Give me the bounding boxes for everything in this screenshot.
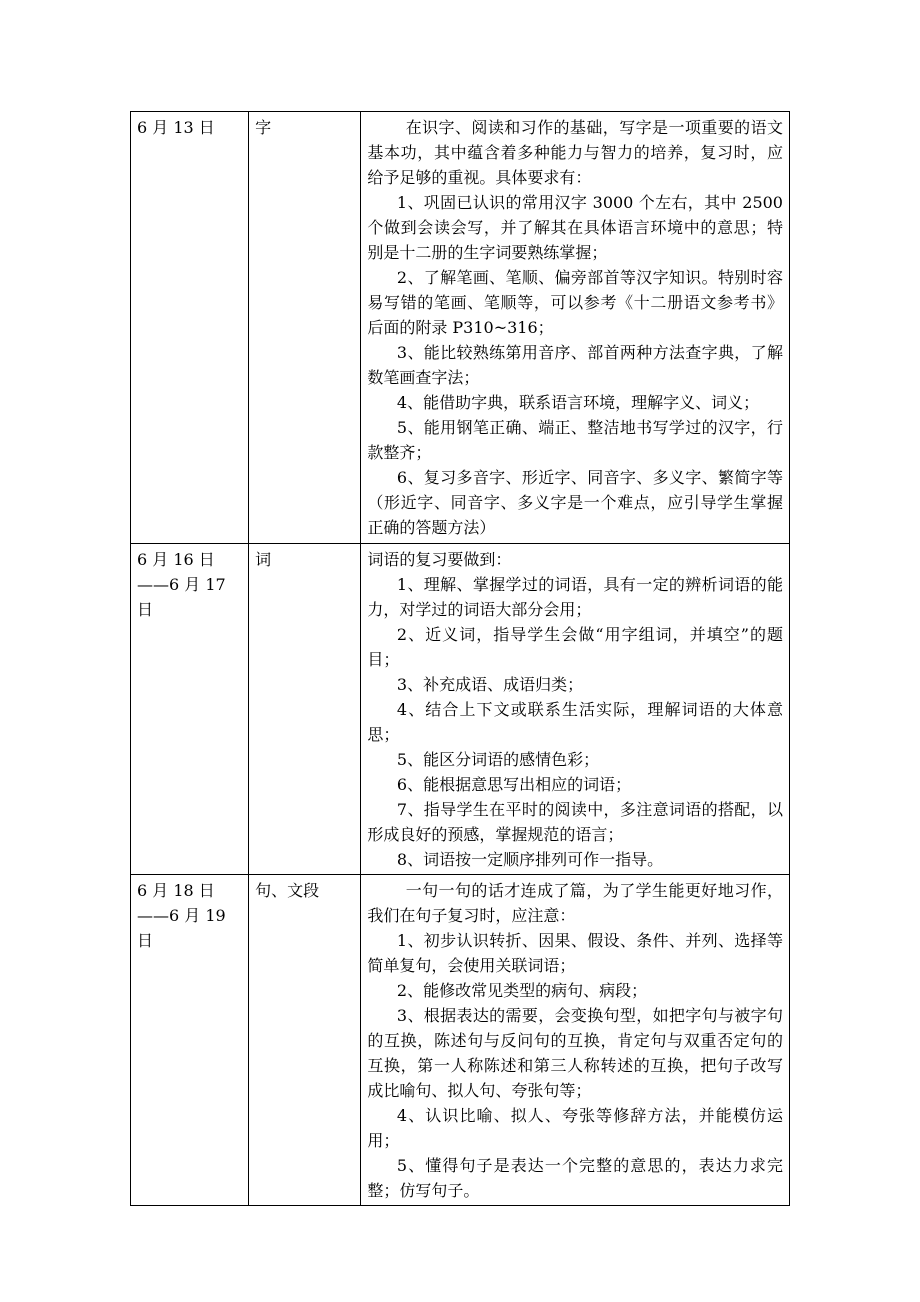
date-text: ——6 月 19: [137, 906, 226, 925]
content-paragraph: 5、能用钢笔正确、端正、整洁地书写学过的汉字，行款整齐；: [367, 418, 783, 462]
date-cell: [131, 544, 249, 875]
content-cell: [361, 112, 790, 544]
content-paragraph: 在识字、阅读和习作的基础，写字是一项重要的语文基本功，其中蕴含着多种能力与智力的培养，复习时，应给予足够的重视。具体要求有：: [367, 118, 783, 187]
content-paragraph: 2、近义词，指导学生会做“用字组词，并填空”的题目；: [367, 625, 783, 669]
content-paragraph: 7、指导学生在平时的阅读中，多注意词语的搭配，以形成良好的预感，掌握规范的语言；: [367, 800, 783, 844]
content-paragraph: 6、能根据意思写出相应的词语；: [396, 775, 632, 794]
date-text: 日: [137, 600, 154, 619]
content-paragraph: 1、初步认识转折、因果、假设、条件、并列、选择等简单复句，会使用关联词语；: [367, 931, 783, 975]
topic-cell: 字: [249, 112, 361, 544]
date-text: 6 月 18 日: [137, 881, 215, 900]
date-cell: [131, 112, 249, 544]
date-text: 6 月 13 日: [137, 118, 215, 137]
date-cell: [131, 875, 249, 1206]
review-plan-table: [130, 111, 790, 1206]
date-text: 日: [137, 931, 154, 950]
topic-cell: 词: [249, 544, 361, 875]
content-cell: [361, 544, 790, 875]
table-body: [131, 112, 790, 1206]
content-paragraph: 5、懂得句子是表达一个完整的意思的，表达力求完整；仿写句子。: [367, 1156, 783, 1200]
topic-cell: 句、文段: [249, 875, 361, 1206]
content-paragraph: 词语的复习要做到：: [367, 550, 512, 569]
content-paragraph: 1、理解、掌握学过的词语，具有一定的辨析词语的能力，对学过的词语大部分会用；: [367, 575, 783, 619]
content-paragraph: 4、认识比喻、拟人、夸张等修辞方法，并能模仿运用；: [367, 1106, 783, 1150]
content-paragraph: 2、能修改常见类型的病句、病段；: [396, 981, 648, 1000]
content-paragraph: 4、结合上下文或联系生活实际，理解词语的大体意思；: [367, 700, 783, 744]
content-paragraph: 6、复习多音字、形近字、同音字、多义字、繁简字等（形近字、同音字、多义字是一个难点，应引导学生掌握正确的答题方法）: [367, 468, 783, 537]
content-paragraph: 3、根据表达的需要，会变换句型，如把字句与被字句的互换，陈述句与反问句的互换，肯定句与双重否定句的互换，第一人称陈述和第三人称转述的互换，把句子改写成比喻句、拟人句、夸张句等；: [367, 1006, 783, 1100]
content-paragraph: 5、能区分词语的感情色彩；: [396, 750, 600, 769]
table-row: [131, 875, 790, 1206]
date-text: 6 月 16 日: [137, 550, 215, 569]
content-paragraph: 一句一句的话才连成了篇，为了学生能更好地习作，我们在句子复习时，应注意：: [367, 881, 783, 925]
content-paragraph: 1、巩固已认识的常用汉字 3000 个左右，其中 2500 个做到会读会写，并了解其在具体语言环境中的意思；特别是十二册的生字词要熟练掌握；: [367, 193, 783, 262]
table-row: [131, 544, 790, 875]
content-paragraph: 3、补充成语、成语归类；: [396, 675, 584, 694]
content-cell: [361, 875, 790, 1206]
content-paragraph: 4、能借助字典，联系语言环境，理解字义、词义；: [396, 393, 760, 412]
table-row: [131, 112, 790, 544]
date-text: ——6 月 17: [137, 575, 226, 594]
content-paragraph: 2、了解笔画、笔顺、偏旁部首等汉字知识。特别时容易写错的笔画、笔顺等，可以参考《十二册语文参考书》后面的附录 P310~316；: [367, 268, 783, 337]
content-paragraph: 3、能比较熟练第用音序、部首两种方法查字典，了解数笔画查字法；: [367, 343, 783, 387]
content-paragraph: 8、词语按一定顺序排列可作一指导。: [396, 850, 664, 869]
